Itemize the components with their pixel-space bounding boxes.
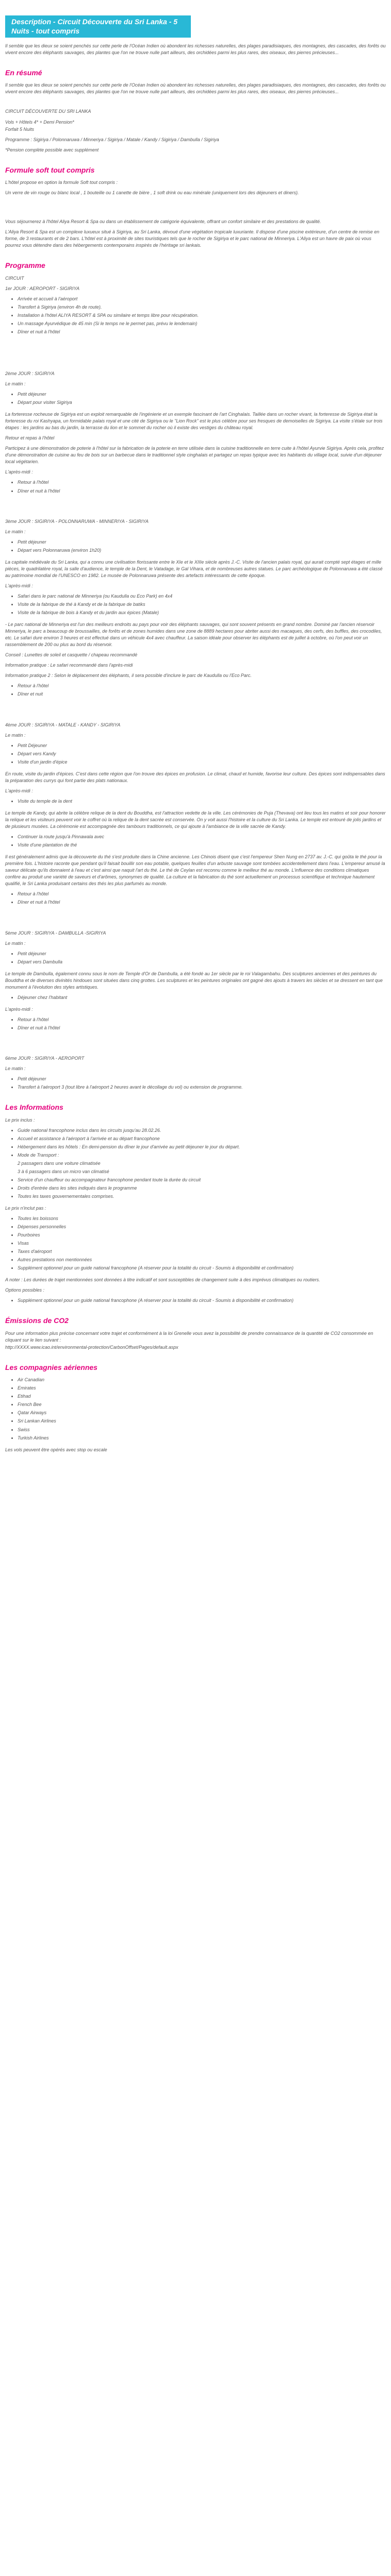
day-intro: Le matin : [5, 940, 26, 946]
list-item: • Départ vers Kandy [18, 751, 386, 757]
day-list [18, 951, 386, 965]
day-text: En route, visite du jardin d'épices. C'est dans cette région que l'on trouve des épices en profusion. Le climat, chaud et humide, favorise leur culture. Des épices sont indispensables dans la préparation des currys qui font partie des plats nationaux. [5, 771, 385, 783]
day-text: L'après-midi : [5, 788, 33, 793]
list-item: • Swiss [18, 1427, 386, 1433]
day-text: Le temple de Kandy, qui abrite la célèbre relique de la dent du Bouddha, est l'attraction vedette de la ville. Les cérémonies de Puja (Thevava) ont lieu tous les matins et soir pour honorer la relique et les visiteurs peuvent voir le coffret où la relique de la dent sacrée est conservée. On y voit aussi l'histoire et la culture du Sri Lanka. Le temple est entouré de jolis jardins et de plusieurs musées. La cérémonie est accompagnée des tambours traditionnels, ce qui ajoute à l'ambiance de la ville sacrée de Kandy. [5, 810, 386, 829]
list-item: 3 à 6 passagers dans un micro van climatisé [18, 1168, 109, 1174]
list-item: • Déjeuner chez l'habitant [18, 994, 386, 1001]
day-text: - Le parc national de Minneriya est l'un des meilleurs endroits au pays pour voir des éléphants sauvages, qui sont souvent présents en grand nombre. Dominé par l'ancien réservoir Minneriya, le parc a beaucoup de broussailles, de forêts et de zones humides dans une zone de 8889 hectares pour abriter aussi des macaques, des cerfs, des buffles, des crocodiles, etc. Le safari dure environ 3 heures et est effectué dans un véhicule 4x4 avec chauffeur. La saison idéale pour observer les éléphants est de juillet à octobre, où l'on peut voir un rassemblement de 200 ou plus au bord du réservoir. [5, 622, 382, 648]
flights-text: Vols + Hôtels 4* + Demi Pension* [5, 119, 74, 125]
day-list [18, 834, 386, 849]
list-item: • Dîner et nuit [18, 691, 386, 698]
day-list [18, 742, 386, 766]
day-intro: Le matin : [5, 529, 26, 534]
list-item: • Supplément optionnel pour un guide national francophone (A réserver pour la totalité du circuit - Soumis à disponibilité et confirmation) [18, 1297, 386, 1304]
summary-heading: En résumé [5, 69, 42, 77]
day-list [18, 479, 386, 494]
list-item: • Etihad [18, 1393, 386, 1400]
list-item: • Supplément optionnel pour un guide national francophone (A réserver pour la totalité du circuit - Soumis à disponibilité et confirmation) [18, 1265, 386, 1272]
list-item: • Visite de la fabrique de bois à Kandy et du jardin aux épices (Matale) [18, 609, 386, 616]
day-list [18, 683, 386, 698]
day-text: Il est généralement admis que la découverte du thé s'est produite dans la Chine ancienne. Les Chinois disent que c'est l'empereur Shen Nung en 2737 av. J.-C. qui goûta le thé pour la première fois. L'histoire raconte que pendant qu'il faisait bouillir son eau potable, quelques feuilles d'un arbuste sauvage sont tombées accidentellement dans l'eau. L'empereur amusé la saveur délicate qu'ils donnaient à l'eau et c'est ainsi que naquit l'art du thé. Le thé de Ceylan est reconnu comme le meilleur thé au monde. L'influence des conditions climatiques confère au produit une variété de saveurs et d'arômes, synonymes de qualité. La culture et la fabrication du thé sont actuellement un processus scientifique et technique hautement qualifié, le Sri Lanka produisant certains des thés les plus parfumés au monde. [5, 854, 385, 887]
co2-link[interactable]: http://XXXX.www.icao.int/environmental-protection/CarbonOffset/Pages/default.aspx [5, 1344, 178, 1350]
list-item: 2 passagers dans une voiture climatisée [18, 1160, 101, 1166]
list-item: • Dîner et nuit à l'hôtel [18, 899, 386, 906]
list-item: • Hébergement dans les hôtels : En demi-pension du dîner le jour d'arrivée au petit déjeuner le jour du départ. [18, 1144, 386, 1150]
day-list [18, 1076, 386, 1091]
day-text: Conseil : Lunettes de soleil et casquette / chapeau recommandé [5, 652, 138, 658]
day-text: Information pratique 2 : Selon le déplacement des éléphants, il sera possible d'inclure le parc de Kaudulla ou l'Eco Parc. [5, 673, 252, 679]
day-text: La forteresse rocheuse de Sigiriya est un exploit remarquable de l'ingénierie et un exemple fascinant de l'art Cinghalais. Taillée dans un rocher vivant, la forteresse de Sigiriya était la forteresse du roi Kashyapa, un formidable palais royal et une cité de Sigiriya ou le "Lion Rock" est le plus célèbre pour ses fresques de demoiselles de Sigiriya. La visite s'étale sur trois étapes : les jardins au bas du jardin, la terrasse du lion et le sommet du rocher où il existe des vestiges du château royal. [5, 412, 383, 431]
programme-heading: Programme [5, 261, 45, 270]
list-item: • Petit déjeuner [18, 391, 386, 398]
pension-note: *Pension complète possible avec supplément [5, 147, 99, 152]
list-item: • Petit Déjeuner [18, 742, 386, 749]
list-item: • Visite d'un jardin d'épice [18, 759, 386, 766]
day-title: 3ème JOUR : SIGIRIYA - POLONNARUWA - MINNERIYA - SIGIRIYA [5, 518, 149, 524]
day-list [18, 1016, 386, 1031]
day-text: L'après-midi : [5, 469, 33, 475]
list-item: • Retour à l'hôtel [18, 1016, 386, 1023]
list-item: • Sri Lankan Airlines [18, 1418, 386, 1425]
list-item: • Turkish Airlines [18, 1435, 386, 1442]
day-text: Participez à une démonstration de poterie à l'hôtel sur la fabrication de la poterie en terre utilisée dans la cuisine traditionnelle en terre cuite à l'hôtel Ayurvie Sigiriya. Après cela, profitez d'une démonstration de cuisine au feu de bois sur un barbecue dans le traditionnel style cinghalais et partagez un repas typique avec les habitants du village local, suivie d'un déjeuner local végétarien. [5, 446, 384, 465]
list-item: • Continuer la route jusqu'à Pinnawala avec [18, 834, 386, 840]
summary-text: Il semble que les dieux se soient penchés sur cette perle de l'Océan Indien où abondent les richesses naturelles, des plages paradisiaques, des montagnes, des cascades, des forêts ou vivent encore des éléphants sauvages, des plantes que l'on ne trouve nulle part ailleurs, des orchidées parmi les plus rares, des oiseaux, des pierres précieuses... [5, 82, 386, 95]
formula-p2: Un verre de vin rouge ou blanc local , 1 bouteille ou 1 canette de bière , 1 soft drink ou eau minérale (uniquement lors des déjeuners et diners). [5, 190, 299, 196]
formula-p1: L'hôtel propose en option la formule Soft tout compris : [5, 180, 118, 185]
list-item: • Visite d'une plantation de thé [18, 842, 386, 849]
list-item: • Retour à l'hôtel [18, 683, 386, 689]
list-item: • Qatar Airways [18, 1410, 386, 1416]
day-list [18, 391, 386, 406]
day-list [18, 798, 386, 805]
includes-label: Le prix inclus : [5, 1117, 35, 1123]
list-item: • Dépenses personnelles [18, 1224, 386, 1230]
page [0, 15, 391, 1467]
day-title: 5ème JOUR : SIGIRIYA - DAMBULLA -SIGIRIYA [5, 930, 106, 936]
co2-heading: Émissions de CO2 [5, 1316, 69, 1325]
day-text: La capitale médiévale du Sri Lanka, qui a connu une civilisation florissante entre le XIe et le XIIIe siècle après J.-C. Visite de l'ancien palais royal, qui aurait compté sept étages et mille pièces, le quadrilatère royal, la salle d'audience, le temple de la Dent, le Vatadage, le Gal Vihara, et de nombreuses autres statues. Le parc archéologique de Polonnaruwa a été classé au patrimoine mondial de l'UNESCO en 1982. Le musée de Polonnaruwa présente des artefacts intéressants de cette époque. [5, 559, 383, 578]
day-list [18, 539, 386, 554]
excludes-label: Le prix n'inclut pas : [5, 1205, 46, 1211]
list-item: • Petit déjeuner [18, 1076, 386, 1082]
list-item: • Visite de la fabrique de thé à Kandy et de la fabrique de batiks [18, 601, 386, 608]
page-title: Description - Circuit Découverte du Sri Lanka - 5 Nuits - tout compris [5, 15, 191, 38]
list-item: • Arrivée et accueil à l'aéroport [18, 296, 386, 302]
day-text: Information pratique : Le safari recommandé dans l'après-midi [5, 663, 133, 668]
list-item: • Accueil et assistance à l'aéroport à l'arrivée et au départ francophone [18, 1136, 386, 1142]
day-intro: Le matin : [5, 1066, 26, 1072]
list-item: • Transfert à Sigiriya (environ 4h de route). [18, 304, 386, 311]
programme-summary: Programme : Sigiriya / Polonnaruwa / Minneriya / Sigiriya / Matale / Kandy / Sigiriya / Dambulla / Sigiriya [5, 137, 219, 142]
day-list [18, 994, 386, 1001]
list-item: • French Bee [18, 1401, 386, 1408]
list-item: • Transfert à l'aéroport 3 (tout libre à l'aéroport 2 heures avant le décollage du vol) ou extension de programme. [18, 1084, 386, 1091]
list-item: • Visas [18, 1240, 386, 1247]
list-item: • Dîner et nuit à l'hôtel [18, 329, 386, 335]
intro-text: Il semble que les dieux se soient penchés sur cette perle de l'Océan Indien où abondent les richesses naturelles, des plages paradisiaques, des montagnes, des cascades, des forêts ou vivent encore des éléphants sauvages, des plantes que l'on ne trouve nulle part ailleurs, des orchidées parmi les plus rares, des oiseaux, des pierres précieuses... [5, 43, 386, 56]
list-item: • Un massage Ayurvédique de 45 min (Si le temps ne le permet pas, prévu le lendemain) [18, 320, 386, 327]
day-list [18, 593, 386, 616]
formula-heading: Formule soft tout compris [5, 165, 95, 174]
circuit-name: CIRCUIT DÉCOUVERTE DU SRI LANKA [5, 109, 91, 114]
info-note: A noter : Les durées de trajet mentionnées sont données à titre indicatif et sont susceptibles de changement suite à des imprévus climatiques ou routiers. [5, 1277, 320, 1283]
list-item: • Départ vers Polonnaruwa (environ 1h20) [18, 547, 386, 554]
list-item: • Dîner et nuit à l'hôtel [18, 488, 386, 495]
list-item: • Safari dans le parc national de Minneriya (ou Kaudulla ou Eco Park) en 4x4 [18, 593, 386, 600]
day-list [18, 891, 386, 906]
day-text: L'après-midi : [5, 1006, 33, 1012]
day-text: L'après-midi : [5, 583, 33, 588]
day-title: 4ème JOUR : SIGIRIYA - MATALE - KANDY - SIGIRIYA [5, 722, 121, 727]
day-intro: Le matin : [5, 381, 26, 386]
day-title: 6ème JOUR : SIGIRIYA - AEROPORT [5, 1056, 85, 1061]
list-item: • Retour à l'hôtel [18, 479, 386, 486]
list-item: • Guide national francophone inclus dans les circuits jusqu'au 28.02.26. [18, 1127, 386, 1134]
formula-p4: L'Aliya Resort & Spa est un complexe luxueux situé à Sigiriya, au Sri Lanka, dévoué d'une végétation tropicale luxuriante. Il dispose d'une piscine extérieure, d'un centre de remise en forme, de 3 restaurants et de 2 bars. L'hôtel est à proximité de sites touristiques tels que le rocher de Sigiriya et le parc national de Minneriya. L'Aliya est un havre de paix où vous pourrez vous détendre dans des hébergements contemporains inspirés de l'héritage sri lankais. [5, 229, 380, 248]
list-item: • Installation à l'hôtel ALIYA RESORT & SPA ou similaire et temps libre pour récupération. [18, 312, 386, 319]
includes-list [18, 1127, 386, 1200]
list-item: • Départ vers Dambulla [18, 959, 386, 965]
list-item: • Petit déjeuner [18, 951, 386, 957]
list-item: • Autres prestations non mentionnées [18, 1257, 386, 1263]
list-item: • Emirates [18, 1385, 386, 1392]
day-text: Le temple de Dambulla, également connu sous le nom de Temple d'Or de Dambulla, a été fondé au 1er siècle par le roi Valagambahu. Des sculptures anciennes et des peintures du Bouddha et de diverses divinités hindoues sont situées dans cinq grottes. Les sculptures et les peintures originales ont gagné des ajouts à travers les siècles et se dressent en tant que monument à l'évolution des styles artistiques. [5, 971, 383, 990]
day-text: Retour et repas à l'hôtel [5, 435, 55, 441]
list-item: • Mode de Transport : [18, 1152, 386, 1159]
airlines-heading: Les compagnies aériennes [5, 1363, 97, 1371]
day-title: 1er JOUR : AEROPORT - SIGIRIYA [5, 285, 80, 291]
day-intro: Le matin : [5, 732, 26, 738]
excludes-list [18, 1215, 386, 1272]
formula-p3: Vous séjournerez à l'hôtel Aliya Resort & Spa ou dans un établissement de catégorie équivalente, offrant un confort similaire et des prestations de qualité. [5, 219, 321, 225]
options-list [18, 1297, 386, 1304]
list-item: • Retour à l'hôtel [18, 891, 386, 897]
list-item: • Visite du temple de la dent [18, 798, 386, 805]
forfait-text: Forfait 5 Nuits [5, 126, 35, 132]
list-item: • Droits d'entrée dans les sites indiqués dans le programme [18, 1185, 386, 1192]
list-item: • Départ pour visiter Sigiriya [18, 399, 386, 406]
list-item: • Toutes les boissons [18, 1215, 386, 1222]
circuit-label: CIRCUIT [5, 275, 24, 281]
list-item: • Dîner et nuit à l'hôtel [18, 1025, 386, 1031]
options-label: Options possibles : [5, 1287, 45, 1293]
co2-text: Pour une information plus précise concernant votre trajet et conformément à la loi Grenelle vous avez la possibilité de prendre connaissance de la quantité de CO2 consommée en cliquant sur le lien suivant : [5, 1330, 373, 1343]
list-item: • Service d'un chauffeur ou accompagnateur francophone pendant toute la durée du circuit [18, 1177, 386, 1183]
list-item: • Taxes d'aéroport [18, 1248, 386, 1255]
day-title: 2ème JOUR : SIGIRIYA [5, 370, 55, 376]
list-item: • Toutes les taxes gouvernementales comprises. [18, 1193, 386, 1200]
airlines-footer: Les vols peuvent être opérés avec stop ou escale [5, 1447, 107, 1452]
list-item: • Petit déjeuner [18, 539, 386, 546]
airlines-list [18, 1377, 386, 1441]
list-item: • Pourboires [18, 1232, 386, 1239]
info-heading: Les Informations [5, 1103, 63, 1112]
list-item: • Air Canadian [18, 1377, 386, 1383]
day-list [18, 296, 386, 335]
